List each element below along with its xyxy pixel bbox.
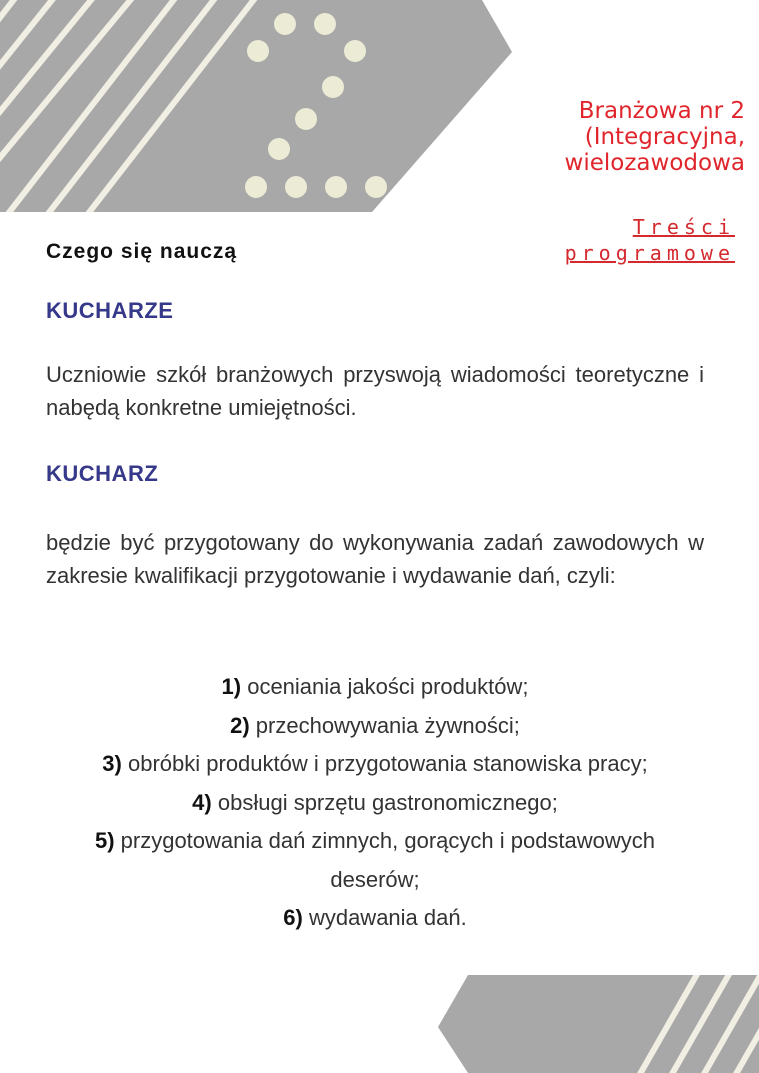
- program-content-line: Treści: [632, 215, 735, 239]
- list-item: [40, 707, 710, 746]
- list-item-number: 3): [102, 751, 122, 776]
- list-item-text: wydawania dań.: [308, 905, 467, 930]
- section-title-kucharz: KUCHARZ: [46, 461, 159, 486]
- page-heading: Czego się nauczą: [46, 240, 238, 263]
- list-item: [40, 861, 710, 900]
- list-item: [40, 899, 710, 938]
- list-item-number: 4): [192, 789, 212, 815]
- school-name-line: wielozawodowa: [564, 150, 745, 176]
- list-item-text: obróbki produktów i przygotowania stanowiska pracy;: [127, 751, 648, 776]
- list-item-text: przygotowania dań zimnych, gorących i podstawowych: [120, 828, 656, 853]
- list-item-text: deserów;: [330, 866, 420, 892]
- school-name: [485, 98, 745, 176]
- program-content-line: programowe: [564, 241, 735, 265]
- list-item-text: obsługi sprzętu gastronomicznego;: [217, 789, 558, 815]
- list-item-text: oceniania jakości produktów;: [247, 674, 529, 699]
- header-banner: [0, 0, 520, 215]
- list-item-number: 6): [283, 905, 303, 930]
- school-name-line: Branżowa nr 2: [578, 98, 745, 124]
- skills-list: [40, 668, 710, 938]
- section-text-kucharz: będzie być przygotowany do wykonywania zadań zawodowych w zakresie kwalifikacji przygotowanie i wydawanie dań, czyli:: [46, 530, 704, 588]
- school-name-line: (Integracyjna,: [584, 124, 745, 150]
- list-item-number: 1): [221, 674, 242, 699]
- list-item: [40, 784, 710, 823]
- list-item-number: 5): [94, 828, 115, 853]
- list-item: [40, 668, 710, 707]
- footer-banner: [438, 975, 759, 1073]
- list-item: [40, 745, 710, 784]
- section-title-kucharze: KUCHARZE: [46, 298, 174, 323]
- section-text-kucharze: Uczniowie szkół branżowych przyswoją wiadomości teoretyczne i nabędą konkretne umiejętności.: [46, 362, 704, 420]
- list-item-number: 2): [230, 712, 250, 738]
- list-item-text: przechowywania żywności;: [255, 712, 520, 738]
- program-content-link[interactable]: [565, 214, 735, 266]
- list-item: [40, 822, 710, 861]
